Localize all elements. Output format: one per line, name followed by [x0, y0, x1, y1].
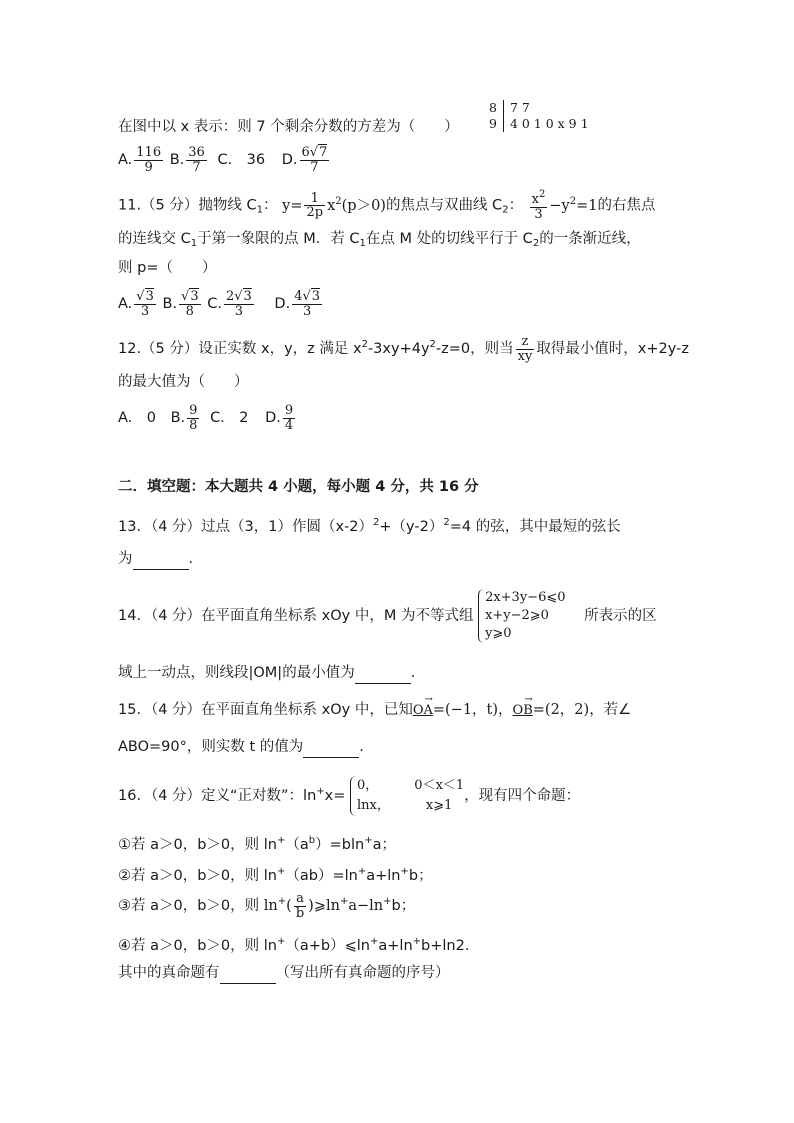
hyperbola-equation: $\frac{x^2}{3}$ $-y^2=1$	[531, 189, 598, 222]
q14-line2: 域上一动点，则线段|OM|的最小值为 .	[118, 663, 415, 684]
q11-option-a: A. $\frac{√3}{3}$	[118, 289, 154, 319]
q10-question-tail: 在图中以 x 表示：则 7 个剩余分数的方差为（ ）	[118, 119, 459, 135]
q11-line2: 的连线交 $C_1$于第一象限的点 M．若 $C_1$在点 M 处的切线平行于 $C_2$的一条渐近线，	[118, 231, 641, 249]
q16-proposition-1: ①若 a＞0，b＞0，则 $\ln^+(a^b)=bln^+a$；	[118, 835, 396, 853]
q14-line1: 14．（4 分）在平面直角坐标系 xOy 中，M 为不等式组 2x+3y−6⩽0 x+y−2⩾0 y⩾0 所表示的区	[118, 590, 657, 641]
q10-option-c: C. 36	[217, 152, 266, 169]
q10-option-d: D. $\frac{6√7}{7}$	[281, 145, 328, 175]
q12-option-d: D. $\frac{9}{4}$	[265, 403, 294, 433]
section-heading: 二．填空题：本大题共 4 小题，每小题 4 分，共 16 分	[118, 479, 479, 495]
stem-column	[489, 100, 504, 132]
leaf-column	[504, 100, 589, 132]
q10-option-b: B. $\frac{36}{7}$	[169, 145, 205, 175]
answer-blank[interactable]	[355, 663, 411, 684]
q16-proposition-4: ④若 a＞0，b＞0，则 ln+（a+b）⩽ln+a+ln+b+ln2.	[118, 936, 470, 954]
leaf-row1: 7 7	[509, 100, 530, 115]
q11-option-b: B. $\frac{√3}{8}$	[162, 289, 199, 319]
vector-oa: → OA	[413, 701, 433, 721]
q11-line3: 则 p=（ ）	[118, 260, 217, 276]
q12-option-b: B. $\frac{9}{8}$	[170, 403, 198, 433]
q15-line1: 15．（4 分）在平面直角坐标系 xOy 中，已知→ OA=(−1，t)，→ OB=(2，2)，若∠	[118, 700, 631, 721]
q12-options	[118, 404, 297, 436]
q15-line2: ABO=90°，则实数 t 的值为 .	[118, 737, 364, 758]
q16-answer-line: 其中的真命题有 （写出所有真命题的序号）	[118, 963, 450, 984]
answer-blank[interactable]	[303, 737, 359, 758]
q16-proposition-2: ②若 a＞0，b＞0，则 ln+（ab）=ln+a+ln+b；	[118, 866, 433, 884]
inequality-system: 2x+3y−6⩽0 x+y−2⩾0 y⩾0	[478, 589, 565, 643]
q12-line1: 12.（5 分）设正实数 x，y，z 满足 $x^2-3xy+4y^2-z=0$，则当 $\frac{z}{xy}$ 取得最小值时，x+2y-z	[118, 334, 689, 364]
stem-row1: 8	[489, 100, 497, 115]
q11-option-d: D. $\frac{4√3}{3}$	[274, 289, 321, 319]
q13-line1: 13．（4 分）过点（3，1）作圆$(x-2)^2+(y-2)^2=4$ 的弦，其中最短的弦长	[118, 517, 621, 535]
piecewise-definition: 0， 0＜x＜1 lnx， x⩾1	[350, 776, 464, 816]
vector-ob: → OB	[513, 701, 533, 721]
q10-option-a: A. $\frac{116}{9}$	[118, 145, 162, 175]
q12-line2: 的最大值为（ ）	[118, 374, 249, 390]
q12-option-c: C. 2	[210, 410, 249, 427]
answer-blank[interactable]	[133, 549, 189, 570]
q11-options	[118, 290, 324, 322]
answer-blank[interactable]	[220, 963, 276, 984]
leaf-row2: 4 0 1 0 x 9 1	[509, 116, 589, 131]
q10-options	[118, 146, 331, 176]
q12-option-a: A. 0	[118, 410, 156, 427]
stem-leaf-plot	[489, 100, 589, 132]
q11-option-c: C. $\frac{2√3}{3}$	[207, 289, 252, 319]
q16-line1: 16．（4 分）定义“正对数”：ln+x= 0， 0＜x＜1 lnx， x⩾1 ，现有四个命题：	[118, 770, 580, 814]
q16-proposition-3: ③若 a＞0，b＞0，则 ln+( $\frac{a}{b}$ )⩾ln+a−ln+b；	[118, 891, 416, 921]
parabola-equation: y= $\frac{1}{2p}$ $x^2(p>0)$	[282, 190, 386, 221]
stem-row2: 9	[489, 116, 497, 131]
q13-line2: 为 .	[118, 549, 193, 570]
q11-line1: 11.（5 分）抛物线 $C_1$： y= $\frac{1}{2p}$ $x^2(p>0)$的焦点与双曲线 $C_2$： $\frac{x^2}{3}$ $-y^2=1$的右焦点	[118, 189, 656, 222]
